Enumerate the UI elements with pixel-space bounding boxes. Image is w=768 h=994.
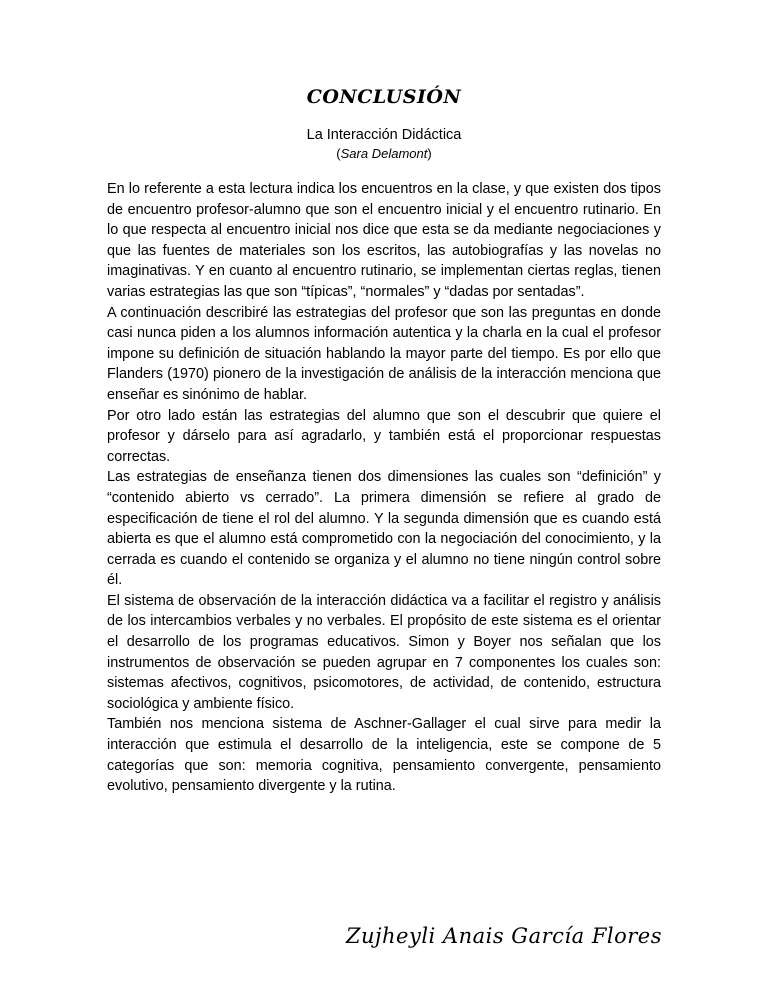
paragraph-6: También nos menciona sistema de Aschner-Gallager el cual sirve para medir la interacción que estimula el desarrollo de la inteligencia, este se compone de 5 categorías que son: memoria cognitiva, pensamiento convergente, pensamiento evolutivo, pensamiento divergente y la rutina.: [107, 716, 661, 795]
paragraph-4: Las estrategias de enseñanza tienen dos dimensiones las cuales son “definición” y “contenido abierto vs cerrado”. La primera dimensión se refiere al grado de especificación de tiene el rol del alumno. Y la segunda dimensión que es cuando está abierta es que el alumno está comprometido con la negociación del conocimiento, y la cerrada es cuando el contenido se organiza y el alumno no tiene ningún control sobre él.: [107, 469, 661, 589]
source-author-name: Sara Delamont: [340, 146, 428, 161]
source-author-line: [0, 146, 768, 161]
paragraph-1: En lo referente a esta lectura indica los encuentros en la clase, y que existen dos tipos de encuentro profesor-alumno que son el encuentro inicial y el encuentro rutinario. En lo que respecta al encuentro inicial nos dice que esta se da mediante negociaciones y que las fuentes de materiales son los escritos, las autobiografías y las novelas no imaginativas. Y en cuanto al encuentro rutinario, se implementan ciertas reglas, tienen varias estrategias las que son “típicas”, “normales” y “dadas por sentadas”.: [107, 181, 661, 300]
paragraph-5: El sistema de observación de la interacción didáctica va a facilitar el registro y análisis de los intercambios verbales y no verbales. El propósito de este sistema es el orientar el desarrollo de los programas educativos. Simon y Boyer nos señalan que los instrumentos de observación se pueden agrupar en 7 componentes los cuales son: sistemas afectivos, cognitivos, psicomotores, de actividad, de contenido, estructura sociológica y ambiente físico.: [107, 592, 661, 712]
author-open-paren: (: [336, 146, 341, 161]
document-subtitle: La Interacción Didáctica: [306, 127, 462, 143]
author-signature: Zujheyli Anais García Flores: [345, 924, 662, 948]
body-text: [107, 179, 661, 797]
author-close-paren: ): [427, 146, 432, 161]
paragraph-3: Por otro lado están las estrategias del alumno que son el descubrir que quiere el profesor y dárselo para así agradarlo, y también está el proporcionar respuestas correctas.: [107, 407, 661, 465]
paragraph-2: A continuación describiré las estrategias del profesor que son las preguntas en donde casi nunca piden a los alumnos información autentica y la charla en la cual el profesor impone su definición de situación hablando la mayor parte del tiempo. Es por ello que Flanders (1970) pionero de la investigación de análisis de la interacción menciona que enseñar es sinónimo de hablar.: [107, 304, 661, 403]
page-title: CONCLUSIÓN: [306, 86, 462, 108]
